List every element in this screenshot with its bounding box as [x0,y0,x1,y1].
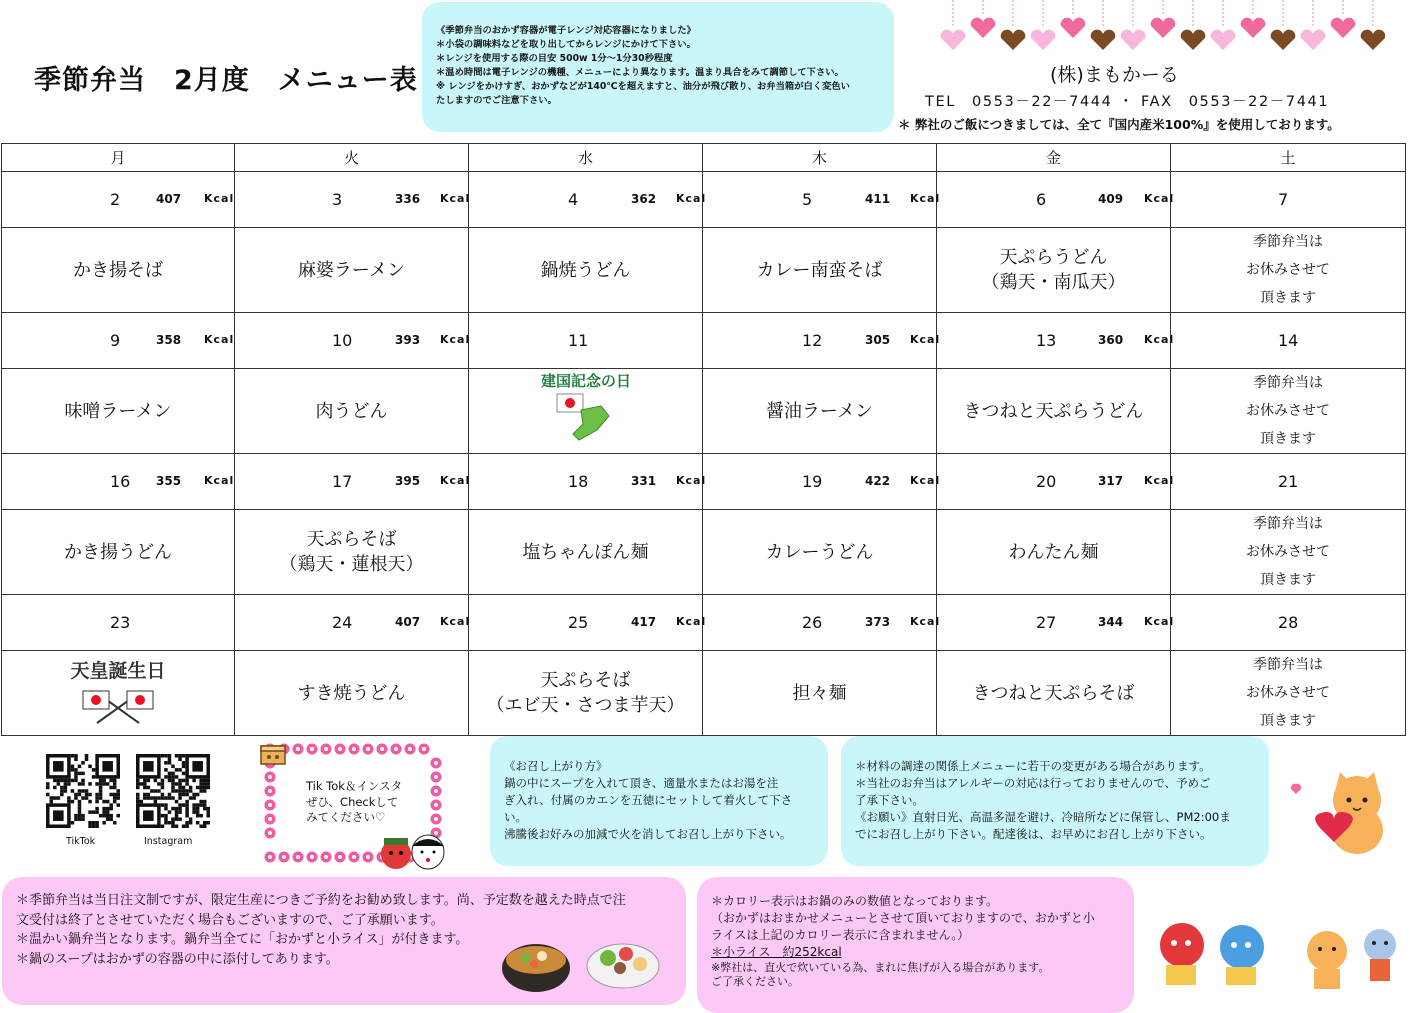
date-cell [235,595,469,651]
kcal-unit: Kcal [676,615,707,628]
menu-row [2,369,1406,454]
menu-item: （鶏天・蓮根天） [279,554,424,575]
menu-item: カレーうどん [765,541,874,563]
kcal-unit: Kcal [440,333,471,346]
menu-item: 担々麺 [792,682,847,704]
page-title: 季節弁当 2月度 メニュー表 [34,65,418,96]
order-line: ＊鍋のスープはおかずの容器の中に添付してあります。 [16,951,339,967]
kcal-value: 344 [1098,615,1124,629]
menu-item: 麻婆ラーメン [297,259,406,281]
kcal-unit: Kcal [1144,474,1175,487]
menu-row [2,651,1406,736]
kcal-value: 407 [156,192,182,206]
closed-line: 季節弁当は [1253,234,1323,250]
calorie-line: （おかずはおまかせメニューとさせて頂いておりますので、おかずと小 [711,911,1095,925]
date-number: 9 [110,331,121,350]
date-number: 24 [332,613,353,632]
menu-item: きつねと天ぷらうどん [963,400,1144,422]
emperor-birthday-icon [53,655,183,725]
menu-item: 醤油ラーメン [765,400,874,422]
kcal-value: 360 [1098,333,1124,347]
date-cell [937,172,1175,228]
menu-item: カレー南蛮そば [756,259,883,281]
menu-cell [235,510,469,595]
menu-item: 天ぷらうどん [999,247,1108,268]
menu-cell [2,510,235,595]
menu-item: かき揚うどん [64,541,172,563]
menu-item: かき揚そば [73,259,163,281]
menu-cell [235,369,469,454]
date-number: 12 [802,331,823,350]
calorie-line: ライスは上記のカロリー表示に含まれません。） [711,928,970,942]
date-cell [1171,313,1406,369]
date-cell [2,454,235,510]
kcal-value: 393 [395,333,421,347]
howto-line: 《お召し上がり方》 [504,759,608,773]
closed-line: お休みさせて [1246,403,1330,419]
kcal-value: 395 [395,474,421,488]
menu-cell [937,651,1171,736]
menu-cell [235,651,469,736]
holiday-label: 建国記念の日 [540,371,631,390]
date-row [2,595,1406,651]
weekday-fri: 金 [937,144,1171,172]
menu-row [2,510,1406,595]
menu-cell [703,369,937,454]
kcal-unit: Kcal [440,615,471,628]
menu-row [2,228,1406,313]
date-number: 3 [332,190,343,209]
kcal-unit: Kcal [676,192,707,205]
kcal-unit: Kcal [204,474,235,487]
closed-notice [1171,369,1405,453]
date-cell [703,313,941,369]
order-line: ＊温かい鍋弁当となります。鍋弁当全てに「おかずと小ライス」が付きます。 [16,932,469,947]
calorie-notice-box [697,877,1134,1013]
closed-line: 季節弁当は [1253,657,1323,673]
kcal-unit: Kcal [440,474,471,487]
menu-cell [1171,510,1406,595]
menu-cell [469,228,703,313]
date-cell [1171,172,1406,228]
treasure-box-icon [258,738,288,768]
kcal-unit: Kcal [1144,615,1175,628]
date-cell [2,313,235,369]
menu-cell [469,510,703,595]
date-cell [469,313,703,369]
closed-notice [1171,510,1405,594]
howto-line: い。 [504,810,527,824]
kcal-value: 422 [865,474,891,488]
notice-line: たしますのでご注意下さい。 [436,95,557,106]
kcal-value: 305 [865,333,891,347]
date-cell [703,595,941,651]
instagram-qr-code[interactable] [134,754,212,828]
closed-notice [1171,228,1405,312]
holiday-label: 天皇誕生日 [70,659,166,682]
date-cell [469,454,707,510]
howto-line: 沸騰後お好みの加減で火を消してお召し上がり下さい。 [504,827,792,841]
weekday-header [2,144,1406,172]
date-cell [937,454,1175,510]
date-number: 19 [802,472,823,491]
notice-line: 《季節弁当のおかず容器が電子レンジ対応容器になりました》 [436,25,696,36]
date-cell [1171,595,1406,651]
sns-line: Tik Tok＆インスタ [306,779,403,793]
menu-item: すき焼うどん [297,682,406,704]
kcal-value: 411 [865,192,891,206]
weekday-sat: 土 [1171,144,1406,172]
weekday-thu: 木 [703,144,937,172]
tiktok-qr-code[interactable] [44,754,122,828]
hearts-garland-icon [935,0,1385,60]
menu-cell [2,228,235,313]
date-row [2,172,1406,228]
menu-cell [937,228,1171,313]
menu-cell [2,651,235,736]
notice-line: ＊小袋の調味料などを取り出してからレンジにかけて下さい。 [436,39,696,50]
sns-line: ぜひ、Checkして [306,794,399,809]
menu-calendar [1,143,1406,736]
material-line: ＊材料の調達の関係上メニューに若干の変更がある場合があります。 [855,759,1211,773]
menu-item: 味噌ラーメン [64,400,172,422]
material-line: 《お願い》直射日光、高温多湿を避け、冷暗所などに保管し、PM2:00ま [855,810,1231,824]
menu-cell [2,369,235,454]
weekday-tue: 火 [235,144,469,172]
howto-line: 鍋の中にスープを入れて頂き、適量水またはお湯を注 [504,776,779,790]
company-name: (株)まもかーる [1050,64,1179,86]
howto-line: ぎ入れ、付属のカエンを五徳にセットして着火して下さ [504,793,793,807]
closed-line: お休みさせて [1246,544,1330,560]
menu-cell [703,510,937,595]
closed-line: 季節弁当は [1253,375,1323,391]
date-row [2,313,1406,369]
notice-line: ※ レンジをかけすぎ、おかずなどが140℃を超えますと、油分が飛び散り、お弁当箱が白く変色い [436,81,850,92]
closed-line: 頂きます [1260,713,1316,729]
kcal-unit: Kcal [676,474,707,487]
kcal-value: 317 [1098,474,1124,488]
date-number: 2 [110,190,121,209]
how-to-eat-box [490,736,828,866]
menu-item: 天ぷらそば [540,670,631,691]
menu-cell [1171,228,1406,313]
date-number: 10 [332,331,353,350]
kcal-value: 417 [631,615,657,629]
date-number: 16 [110,472,131,491]
date-cell [2,595,235,651]
date-cell [235,313,469,369]
material-line: 了承下さい。 [855,793,924,807]
date-cell [235,172,469,228]
kcal-unit: Kcal [910,474,941,487]
date-row [2,454,1406,510]
menu-cell [937,369,1171,454]
cat-with-heart-icon [1282,768,1392,858]
menu-item: きつねと天ぷらそば [972,682,1135,704]
weekday-wed: 水 [469,144,703,172]
date-cell [235,454,469,510]
material-line: ＊当社のお弁当はアレルギーの対応は行っておりませんので、予めご [855,776,1211,790]
menu-cell [703,651,937,736]
date-number: 28 [1278,613,1299,632]
rice-note: ＊ 弊社のご飯につきましては、全て『国内産米100%』を使用しております。 [898,117,1340,132]
oni-otafuku-icon [376,832,448,872]
kcal-value: 355 [156,474,182,488]
menu-cell [1171,369,1406,454]
kcal-value: 362 [631,192,657,206]
kcal-unit: Kcal [910,615,941,628]
date-cell [703,454,941,510]
date-number: 23 [110,613,131,632]
kcal-value: 331 [631,474,657,488]
calorie-line: ＊カロリー表示はお鍋のみの数値となっております。 [711,894,999,908]
kcal-unit: Kcal [910,192,941,205]
closed-line: 季節弁当は [1253,516,1323,532]
date-number: 7 [1278,190,1289,209]
closed-line: お休みさせて [1246,262,1330,278]
menu-item: 塩ちゃんぽん麺 [522,541,649,563]
material-line: でにお召し上がり下さい。配達後は、お早めにお召し上がり下さい。 [855,827,1212,841]
sns-line: みてください♡ [306,810,386,824]
date-number: 6 [1036,190,1047,209]
closed-notice [1171,651,1405,735]
nabe-pot-icon [498,926,668,996]
date-cell [1171,454,1406,510]
kcal-value: 373 [865,615,891,629]
order-line: ＊季節弁当は当日注文制ですが、限定生産につきご予約をお勧め致します。尚、予定数を越えた時点で注 [16,893,626,908]
microwave-notice [422,2,894,132]
kcal-value: 358 [156,333,182,347]
menu-cell [235,228,469,313]
closed-line: 頂きます [1260,290,1316,306]
weekday-mon: 月 [2,144,235,172]
menu-cell [703,228,937,313]
date-number: 20 [1036,472,1057,491]
date-number: 26 [802,613,823,632]
notice-line: ＊温め時間は電子レンジの機種、メニューにより異なります。温まり具合をみて調節して下さい。 [436,67,844,78]
menu-item: 天ぷらそば [306,529,397,550]
menu-cell [937,510,1171,595]
instagram-label: Instagram [144,836,193,847]
date-cell [2,172,235,228]
kcal-unit: Kcal [440,192,471,205]
menu-cell [1171,651,1406,736]
sns-message [306,779,402,826]
burn-line: ご了承ください。 [711,975,799,988]
date-cell [937,313,1175,369]
date-number: 5 [802,190,813,209]
contact-numbers: TEL 0553－22－7444 ・ FAX 0553－22－7441 [925,94,1330,110]
kcal-unit: Kcal [1144,333,1175,346]
menu-item: （鶏天・南瓜天） [981,272,1126,293]
menu-item: 肉うどん [315,400,388,422]
menu-item: わんたん麺 [1008,541,1099,563]
date-number: 17 [332,472,353,491]
rice-calorie: ＊小ライス 約252kcal [711,945,842,959]
date-number: 27 [1036,613,1057,632]
kcal-value: 407 [395,615,421,629]
menu-cell [469,369,703,454]
date-cell [469,172,707,228]
notice-line: ＊レンジを使用する際の目安 500w 1分～1分30秒程度 [436,53,673,64]
date-number: 13 [1036,331,1057,350]
date-cell [469,595,707,651]
kcal-unit: Kcal [204,192,235,205]
kcal-unit: Kcal [204,333,235,346]
date-number: 21 [1278,472,1299,491]
closed-line: 頂きます [1260,431,1316,447]
setsubun-parade-icon [1152,915,1404,997]
closed-line: 頂きます [1260,572,1316,588]
burn-line: ※弊社は、直火で炊いている為、まれに焦げが入る場合があります。 [711,961,1050,974]
date-number: 14 [1278,331,1299,350]
tiktok-label: TikTok [66,836,96,847]
date-number: 18 [568,472,589,491]
materials-notice-box [841,736,1269,866]
menu-cell [469,651,703,736]
kcal-unit: Kcal [1144,192,1175,205]
kcal-value: 336 [395,192,421,206]
date-number: 4 [568,190,579,209]
kcal-value: 409 [1098,192,1124,206]
date-cell [937,595,1175,651]
order-line: 文受付は終了とさせていただく場合もございますので、ご了承願います。 [16,912,444,928]
national-foundation-day-icon [541,370,631,446]
date-number: 25 [568,613,589,632]
date-cell [703,172,941,228]
closed-line: お休みさせて [1246,685,1330,701]
date-number: 11 [568,331,589,350]
menu-item: （エビ天・さつま芋天） [486,695,685,716]
menu-item: 鍋焼うどん [540,259,631,281]
kcal-unit: Kcal [910,333,941,346]
